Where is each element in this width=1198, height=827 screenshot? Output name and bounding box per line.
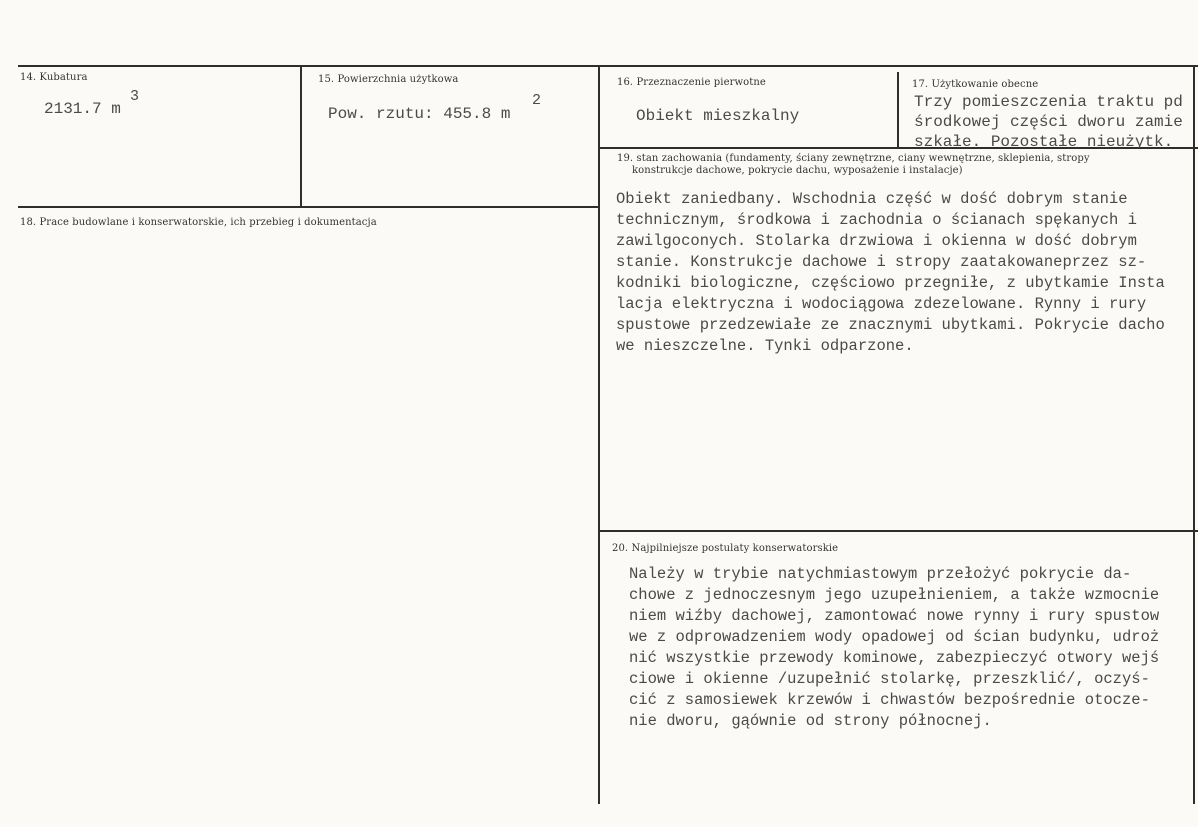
field-19-line: technicznym, środkowa i zachodnia o ścianach spękanych i [616,211,1137,229]
col2-divider [598,66,600,804]
col1-divider [300,66,302,207]
row1-bottom-line [18,206,600,208]
field-20-text [626,564,1193,734]
field-14-value: 2131.7 m [44,100,121,118]
field-19-label-line1: 19. stan zachowania (fundamenty, ściany zewnętrzne, ciany wewnętrzne, sklepienia, stropy [617,153,1090,164]
field-20-line: ciowe i okienne /uzupełnić stolarkę, przeszklić/, oczyś- [629,670,1150,688]
field-19-line: stanie. Konstrukcje dachowe i stropy zaatakowaneprzez sz- [616,253,1147,271]
field-15-label: 15. Powierzchnia użytkowa [318,74,459,85]
field-17-line: szkałe. Pozostałe nieużytk. [914,133,1174,148]
right-border-line [1193,66,1195,804]
field-16-value: Obiekt mieszkalny [636,107,800,125]
field-20-line: chowe z jednoczesnym jego uzupełnieniem, a także wzmocnie [629,586,1160,604]
field-20-line: nie dworu, gąównie od strony północnej. [629,712,992,730]
field-16-label: 16. Przeznaczenie pierwotne [617,77,766,88]
field-19-text [612,189,1193,369]
field-20-line: niem wiźby dachowej, zamontować nowe rynny i rury spustow [629,607,1160,625]
field-17-line: środkowej części dworu zamie [914,113,1183,131]
col3-divider [897,72,899,148]
field-14-label: 14. Kubatura [20,72,88,83]
field-15-value: Pow. rzutu: 455.8 m [328,105,511,123]
field-19-line: we nieszczelne. Tynki odparzone. [616,337,914,355]
field-20-line: cić z samosiewek krzewów i chwastów bezpośrednie otocze- [629,691,1150,709]
field-19-line: lacja elektryczna i wodociągowa zdezelowane. Rynny i rury [616,295,1147,313]
field-19-line: kodniki biologiczne, częściowo przegniłe, z ubytkamie Insta [616,274,1165,292]
field-18-label: 18. Prace budowlane i konserwatorskie, ich przebieg i dokumentacja [20,217,377,228]
field-17-text [912,92,1193,148]
field-15-exponent: 2 [532,92,542,109]
field-20-line: Należy w trybie natychmiastowym przełożyć pokrycie da- [629,565,1132,583]
field-17-label: 17. Użytkowanie obecne [912,79,1039,90]
f19-bottom-line [600,530,1198,532]
field-19-line: Obiekt zaniedbany. Wschodnia część w dość dobrym stanie [616,190,1128,208]
field-20-line: nić wszystkie przewody kominowe, zabezpieczyć otwory wejś [629,649,1160,667]
field-19-line: zawilgoconych. Stolarka drzwiowa i okienna w dość dobrym [616,232,1137,250]
field-17-line: Trzy pomieszczenia traktu pd [914,93,1183,111]
field-19-line: spustowe przedzewiałe ze znacznymi ubytkami. Pokrycie dacho [616,316,1165,334]
field-20-line: we z odprowadzeniem wody opadowej od ścian budynku, udroż [629,628,1160,646]
top-border-line [18,65,1198,67]
field-19-label-line2: konstrukcje dachowe, pokrycie dachu, wyposażenie i instalacje) [632,165,963,176]
field-14-exponent: 3 [130,88,140,105]
field-20-label: 20. Najpilniejsze postulaty konserwatorskie [612,543,839,554]
